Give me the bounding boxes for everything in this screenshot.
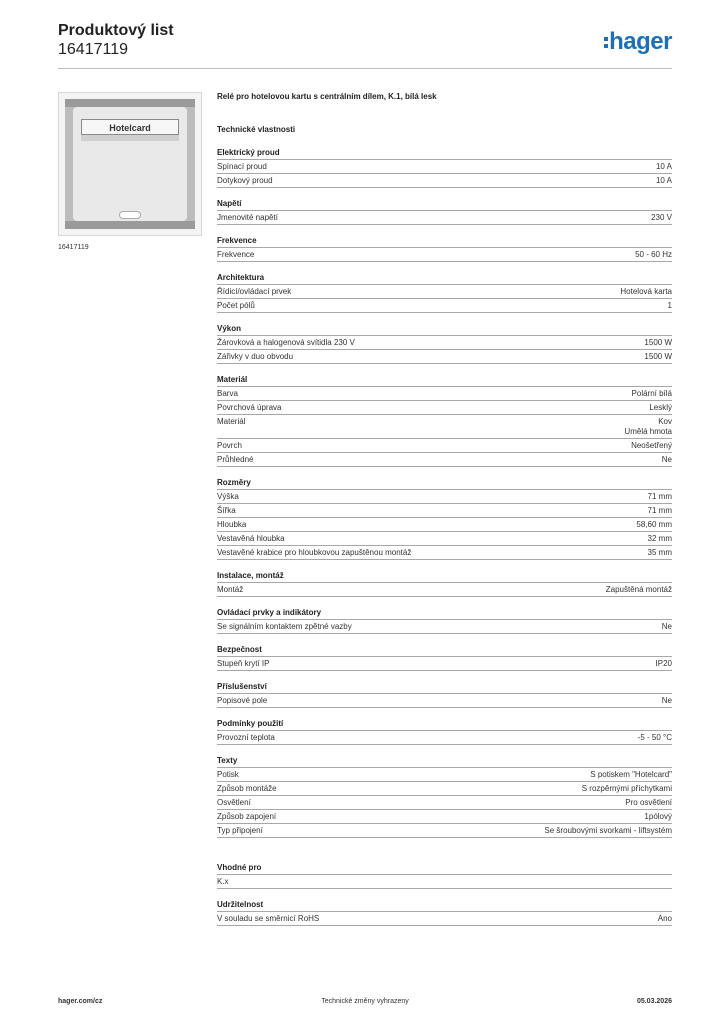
spec-row [217,657,672,671]
logo-text: hager [609,28,672,55]
spec-key: K.x [217,877,229,886]
spec-value-line: Hotelová karta [620,287,672,296]
spec-key: V souladu se směrnicí RoHS [217,914,320,923]
spec-row [217,299,672,313]
spec-value [644,352,672,362]
spec-key: Typ připojení [217,826,263,835]
spec-value [644,338,672,348]
section-title: Příslušenství [217,680,672,694]
spec-value-line: 230 V [651,213,672,222]
spec-value [648,492,672,502]
spec-row [217,546,672,560]
spec-row [217,401,672,415]
spec-row [217,694,672,708]
spec-value [662,696,672,706]
spec-value [606,585,672,595]
spec-value [632,389,672,399]
spec-key: Způsob zapojení [217,812,277,821]
section-title: Ovládací prvky a indikátory [217,606,672,620]
spec-value [656,659,672,669]
section-title: Elektrický proud [217,146,672,160]
spec-value-line: Ne [661,622,672,631]
spec-row [217,453,672,467]
spec-value-line: Ne [661,455,672,464]
spec-value-line: IP20 [655,659,672,668]
spec-key: Barva [217,389,238,398]
spec-key: Frekvence [217,250,255,259]
spec-value-line: 1pólový [644,812,672,821]
spec-value-line: Lesklý [649,403,672,412]
spec-value [656,162,672,172]
spec-value [620,287,672,297]
spec-value-line: Se šroubovými svorkami - liftsystém [544,826,672,835]
spec-row [217,824,672,838]
spec-key: Průhledné [217,455,254,464]
product-image [58,92,202,236]
spec-key: Vestavěná hloubka [217,534,285,543]
spec-value [658,914,672,924]
product-code: 16417119 [58,41,128,58]
spec-key: Zářivky v duo obvodu [217,352,294,361]
spec-value-line: Kov [658,417,672,426]
spec-section [217,373,672,467]
section-title: Instalace, montáž [217,569,672,583]
spec-section [217,643,672,671]
spec-section [217,197,672,225]
spec-key: Osvětlení [217,798,251,807]
spec-value [544,826,672,836]
spec-section [217,234,672,262]
spec-content [217,92,672,935]
spec-section [217,146,672,188]
spec-section [217,754,672,838]
section-title: Rozměry [217,476,672,490]
spec-value [624,417,672,437]
spec-value [625,798,672,808]
spec-value [648,506,672,516]
footer-notice: Technické změny vyhrazeny [321,998,409,1005]
spec-key: Vestavěné krabice pro hloubkovou zapuštěnou montáž [217,548,412,557]
spec-value-line: Polární bílá [631,389,672,398]
spec-value [582,784,672,794]
section-title: Udržitelnost [217,898,672,912]
spec-row [217,912,672,926]
spec-key: Žárovková a halogenová svítidla 230 V [217,338,355,347]
spec-row [217,490,672,504]
spec-key: Potisk [217,770,239,779]
spec-value-line: S rozpěrnými příchytkami [581,784,672,793]
spec-value [651,213,672,223]
spec-section [217,476,672,560]
spec-row [217,620,672,634]
section-title: Vhodné pro [217,861,672,875]
spec-value [631,441,672,451]
spec-sections [217,146,672,926]
spec-key: Montáž [217,585,244,594]
spec-value [644,812,672,822]
spec-value [648,548,672,558]
spec-section [217,606,672,634]
spec-value-line: 58,60 mm [636,520,672,529]
spec-value [635,250,672,260]
spec-row [217,439,672,453]
spec-key: Se signálním kontaktem zpětné vazby [217,622,352,631]
section-title: Texty [217,754,672,768]
release-knob [119,211,141,219]
spec-value [638,733,672,743]
spec-key: Jmenovité napětí [217,213,278,222]
spec-key: Výška [217,492,239,501]
spec-key: Povrchová úprava [217,403,282,412]
spec-value-line: Neošetřený [631,441,672,450]
hager-logo [604,28,672,56]
spec-key: Materiál [217,417,246,426]
spec-value [656,176,672,186]
section-title: Napětí [217,197,672,211]
spec-row [217,336,672,350]
spec-value [590,770,672,780]
spec-value-line: 71 mm [647,492,672,501]
section-title: Materiál [217,373,672,387]
spec-row [217,285,672,299]
spec-value-line: 10 A [655,162,672,171]
spec-value-line: 10 A [655,176,672,185]
section-title: Bezpečnost [217,643,672,657]
spec-row [217,810,672,824]
spec-key: Povrch [217,441,242,450]
spec-value-line: Umělá hmota [624,427,672,436]
product-title: Relé pro hotelovou kartu s centrálním dílem, K.1, bílá lesk [217,92,437,101]
spec-section [217,271,672,313]
spec-row [217,768,672,782]
spec-value-line: 1500 W [644,352,672,361]
page-header [58,22,672,68]
spec-row [217,532,672,546]
spec-key: Počet pólů [217,301,255,310]
section-title: Výkon [217,322,672,336]
spec-key: Spínací proud [217,162,267,171]
spec-row [217,796,672,810]
section-title: Architektura [217,271,672,285]
spec-row [217,248,672,262]
spec-value [648,534,672,544]
spec-key: Stupeň krytí IP [217,659,270,668]
spec-section [217,898,672,926]
spec-key: Popisové pole [217,696,268,705]
spec-value [662,622,672,632]
card-slot: Hotelcard [81,119,179,135]
header-divider [58,68,672,69]
tech-title: Technické vlastnosti [217,125,296,134]
image-caption: 16417119 [58,244,89,251]
spec-row [217,875,672,889]
spec-key: Dotykový proud [217,176,273,185]
section-title: Frekvence [217,234,672,248]
spec-key: Hloubka [217,520,247,529]
spec-section [217,322,672,364]
spec-value-line: Ne [661,696,672,705]
spec-row [217,583,672,597]
spec-value [636,520,672,530]
spec-row [217,518,672,532]
logo-colon-icon [604,34,608,51]
spec-row [217,174,672,188]
spec-key: Řídicí/ovládací prvek [217,287,292,296]
switch-plate [65,99,195,229]
spec-value-line: 71 mm [647,506,672,515]
footer-website[interactable]: hager.com/cz [58,998,103,1005]
spec-row [217,782,672,796]
section-title: Podmínky použití [217,717,672,731]
spec-value [662,455,672,465]
spec-value-line: Zapuštěná montáž [605,585,672,594]
spec-section [217,861,672,889]
spec-row [217,211,672,225]
spec-row [217,350,672,364]
spec-row [217,731,672,745]
spec-value-line: 35 mm [647,548,672,557]
spec-value [668,301,672,311]
spec-row [217,415,672,439]
spec-value-line: Ano [657,914,672,923]
spec-value-line: 50 - 60 Hz [635,250,672,259]
spec-key: Způsob montáže [217,784,277,793]
spec-value-line: Pro osvětlení [625,798,672,807]
spec-row [217,160,672,174]
spec-key: Šířka [217,506,236,515]
spec-value-line: -5 - 50 °C [637,733,672,742]
spec-row [217,504,672,518]
spec-value-line: 1 [667,301,672,310]
page-title: Produktový list [58,22,174,39]
spec-value-line: S potiskem "Hotelcard" [590,770,672,779]
spec-section [217,717,672,745]
spec-value-line: 32 mm [647,534,672,543]
spec-key: Provozní teplota [217,733,275,742]
spec-row [217,387,672,401]
spec-section [217,680,672,708]
spec-value [649,403,672,413]
footer-date: 05.03.2026 [636,998,672,1005]
spec-section [217,569,672,597]
spec-value-line: 1500 W [644,338,672,347]
